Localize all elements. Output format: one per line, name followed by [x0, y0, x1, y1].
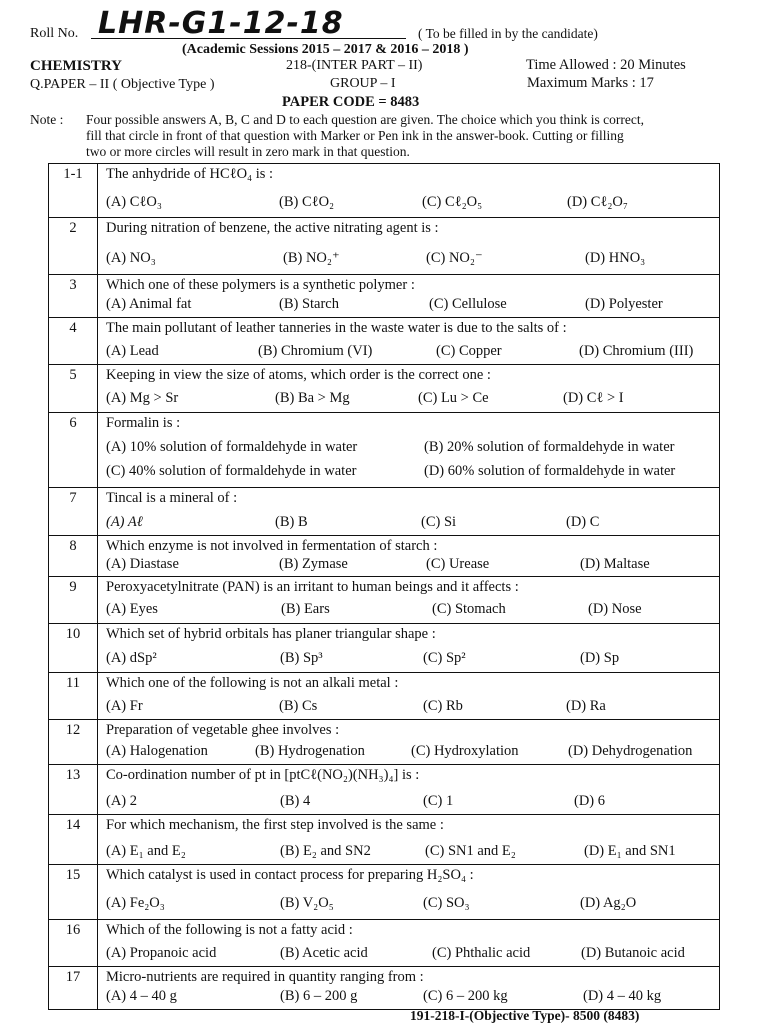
- subject-title: CHEMISTRY: [30, 58, 122, 74]
- option-d: (D) Nose: [588, 601, 642, 618]
- option-d: (D) Dehydrogenation: [568, 743, 693, 760]
- paper-code: PAPER CODE = 8483: [282, 94, 420, 110]
- option-c: (C) 1: [423, 792, 454, 809]
- option-a: (A) E₁ and E₂: [106, 843, 186, 860]
- question-text: Which enzyme is not involved in fermentation of starch :: [106, 537, 438, 554]
- part-label: 218-(INTER PART – II): [286, 58, 423, 73]
- option-d: (D) HNO₃: [585, 249, 646, 266]
- option-c: (C) Cℓ₂O₅: [422, 194, 483, 210]
- group-label: GROUP – I: [330, 76, 396, 91]
- option-d: (D) Maltase: [580, 555, 650, 572]
- question-row: [49, 919, 720, 967]
- question-text: Which one of the following is not an alkali metal :: [106, 674, 399, 691]
- question-row: [49, 364, 720, 413]
- option-d: (D) 60% solution of formaldehyde in water: [424, 463, 676, 480]
- question-number: 17: [49, 967, 98, 1010]
- question-text: Which of the following is not a fatty acid :: [106, 921, 353, 938]
- question-text: Formalin is :: [106, 415, 181, 432]
- option-a: (A) Lead: [106, 342, 159, 359]
- question-row: [49, 623, 720, 672]
- option-a: (A) Halogenation: [106, 743, 208, 760]
- note-line-3: two or more circles will result in zero mark in that question.: [86, 144, 410, 159]
- option-b: (B) 6 – 200 g: [280, 988, 358, 1005]
- option-d: (D) Cℓ > I: [563, 389, 624, 406]
- question-number: 9: [49, 577, 98, 624]
- questions-table: [48, 163, 720, 1010]
- question-row: [49, 317, 720, 364]
- question-text: Which catalyst is used in contact process for preparing H₂SO₄ :: [106, 867, 474, 884]
- academic-sessions: (Academic Sessions 2015 – 2017 & 2016 – 2018 ): [182, 42, 469, 57]
- question-number: 4: [49, 317, 98, 364]
- option-c: (C) Cellulose: [429, 296, 507, 313]
- question-text: Keeping in view the size of atoms, which order is the correct one :: [106, 366, 491, 383]
- option-c: (C) Phthalic acid: [432, 944, 531, 961]
- option-b: (B) E₂ and SN2: [280, 843, 371, 860]
- question-row: [49, 720, 720, 765]
- option-b: (B) 20% solution of formaldehyde in water: [424, 439, 675, 456]
- option-c: (C) Si: [421, 514, 457, 531]
- option-b: (B) Ba > Mg: [275, 389, 350, 406]
- option-a: (A) Eyes: [106, 601, 158, 618]
- roll-note: ( To be filled in by the candidate): [418, 26, 598, 41]
- question-text: Peroxyacetylnitrate (PAN) is an irritant to human beings and it affects :: [106, 579, 519, 596]
- question-text: The main pollutant of leather tanneries in the waste water is due to the salts of :: [106, 319, 567, 336]
- option-a: (A) Fe₂O₃: [106, 895, 165, 912]
- option-b: (B) Starch: [279, 296, 339, 313]
- option-a: (A) Propanoic acid: [106, 944, 217, 961]
- option-c: (C) 6 – 200 kg: [423, 988, 508, 1005]
- option-d: (D) Butanoic acid: [581, 944, 685, 961]
- question-row: [49, 413, 720, 488]
- option-b: (B) Zymase: [279, 555, 348, 572]
- question-text: Preparation of vegetable ghee involves :: [106, 722, 340, 739]
- question-number: 15: [49, 865, 98, 920]
- option-a: (A) Aℓ: [106, 514, 143, 531]
- question-text: For which mechanism, the first step involved is the same :: [106, 817, 444, 834]
- footer-code: 191-218-I-(Objective Type)- 8500 (8483): [410, 1008, 640, 1023]
- question-number: 12: [49, 720, 98, 765]
- option-b: (B) Cs: [279, 697, 318, 714]
- note-line-2: fill that circle in front of that question with Marker or Pen ink in the answer-book. Cutting or filling: [86, 128, 624, 143]
- question-row: [49, 577, 720, 624]
- option-d: (D) Ag₂O: [580, 895, 637, 912]
- question-text: Which one of these polymers is a synthetic polymer :: [106, 277, 415, 294]
- option-c: (C) Rb: [423, 697, 463, 714]
- option-a: (A) Animal fat: [106, 296, 192, 313]
- option-d: (D) Sp: [580, 649, 620, 666]
- question-text: During nitration of benzene, the active nitrating agent is :: [106, 219, 439, 236]
- option-a: (A) Mg > Sr: [106, 389, 179, 406]
- question-row: [49, 764, 720, 815]
- question-number: 5: [49, 364, 98, 413]
- question-number: 2: [49, 217, 98, 275]
- option-a: (A) 4 – 40 g: [106, 988, 177, 1005]
- question-number: 13: [49, 764, 98, 815]
- question-number: 11: [49, 672, 98, 720]
- option-a: (A) 10% solution of formaldehyde in water: [106, 439, 358, 456]
- option-c: (C) Stomach: [432, 601, 506, 618]
- option-b: (B) Ears: [281, 601, 330, 618]
- option-b: (B) NO₂⁺: [283, 249, 340, 266]
- question-text: Co-ordination number of pt in [ptCℓ(NO₂)(NH₃)₄] is :: [106, 766, 420, 783]
- option-b: (B) Sp³: [280, 649, 323, 666]
- option-d: (D) 6: [574, 792, 606, 809]
- option-b: (B) 4: [280, 792, 311, 809]
- question-row: [49, 967, 720, 1010]
- option-a: (A) 2: [106, 792, 138, 809]
- question-number: 16: [49, 919, 98, 967]
- question-row: [49, 535, 720, 577]
- option-c: (C) Urease: [426, 555, 490, 572]
- option-c: (C) Copper: [436, 342, 502, 359]
- option-b: (B) Chromium (VI): [258, 342, 373, 359]
- question-row: [49, 217, 720, 275]
- question-row: [49, 815, 720, 865]
- max-marks: Maximum Marks : 17: [527, 75, 654, 91]
- question-text: The anhydride of HCℓO₄ is :: [106, 166, 274, 182]
- option-a: (A) dSp²: [106, 649, 157, 666]
- option-c: (C) Sp²: [423, 649, 466, 666]
- question-row: [49, 488, 720, 536]
- question-text: Which set of hybrid orbitals has planer triangular shape :: [106, 625, 436, 642]
- question-number: 14: [49, 815, 98, 865]
- option-c: (C) SN1 and E₂: [425, 843, 516, 860]
- note-label: Note :: [30, 112, 64, 127]
- option-d: (D) Ra: [566, 697, 606, 714]
- option-d: (D) 4 – 40 kg: [583, 988, 662, 1005]
- option-d: (D) Chromium (III): [579, 342, 694, 359]
- option-b: (B) V₂O₅: [280, 895, 334, 912]
- question-row: [49, 164, 720, 218]
- roll-number-handwritten: LHR-G1-12-18: [98, 6, 344, 41]
- option-b: (B) Acetic acid: [280, 944, 368, 961]
- option-d: (D) C: [566, 514, 600, 531]
- option-b: (B) Hydrogenation: [255, 743, 365, 760]
- option-d: (D) E₁ and SN1: [584, 843, 676, 860]
- paper-type: Q.PAPER – II ( Objective Type ): [30, 77, 215, 92]
- option-a: (A) Diastase: [106, 555, 179, 572]
- question-number: 6: [49, 413, 98, 488]
- question-row: [49, 275, 720, 318]
- option-a: (A) NO₃: [106, 249, 156, 266]
- option-c: (C) Lu > Ce: [418, 389, 489, 406]
- option-c: (C) Hydroxylation: [411, 743, 519, 760]
- note-line-1: Four possible answers A, B, C and D to each question are given. The choice which you think is correct,: [86, 112, 645, 127]
- option-c: (C) NO₂⁻: [426, 249, 483, 266]
- question-text: Tincal is a mineral of :: [106, 490, 238, 507]
- option-b: (B) B: [275, 514, 308, 531]
- option-d: (D) Cℓ₂O₇: [567, 194, 628, 210]
- roll-label: Roll No.: [30, 26, 79, 41]
- question-row: [49, 672, 720, 720]
- question-number: 10: [49, 623, 98, 672]
- question-number: 1-1: [49, 164, 98, 218]
- option-a: (A) CℓO₃: [106, 194, 162, 210]
- option-d: (D) Polyester: [585, 296, 663, 313]
- option-a: (A) Fr: [106, 697, 143, 714]
- option-c: (C) 40% solution of formaldehyde in water: [106, 463, 357, 480]
- time-allowed: Time Allowed : 20 Minutes: [526, 57, 686, 73]
- question-number: 8: [49, 535, 98, 577]
- option-c: (C) SO₃: [423, 895, 470, 912]
- question-number: 3: [49, 275, 98, 318]
- question-number: 7: [49, 488, 98, 536]
- question-text: Micro-nutrients are required in quantity ranging from :: [106, 969, 424, 986]
- option-b: (B) CℓO₂: [279, 194, 335, 210]
- question-row: [49, 865, 720, 920]
